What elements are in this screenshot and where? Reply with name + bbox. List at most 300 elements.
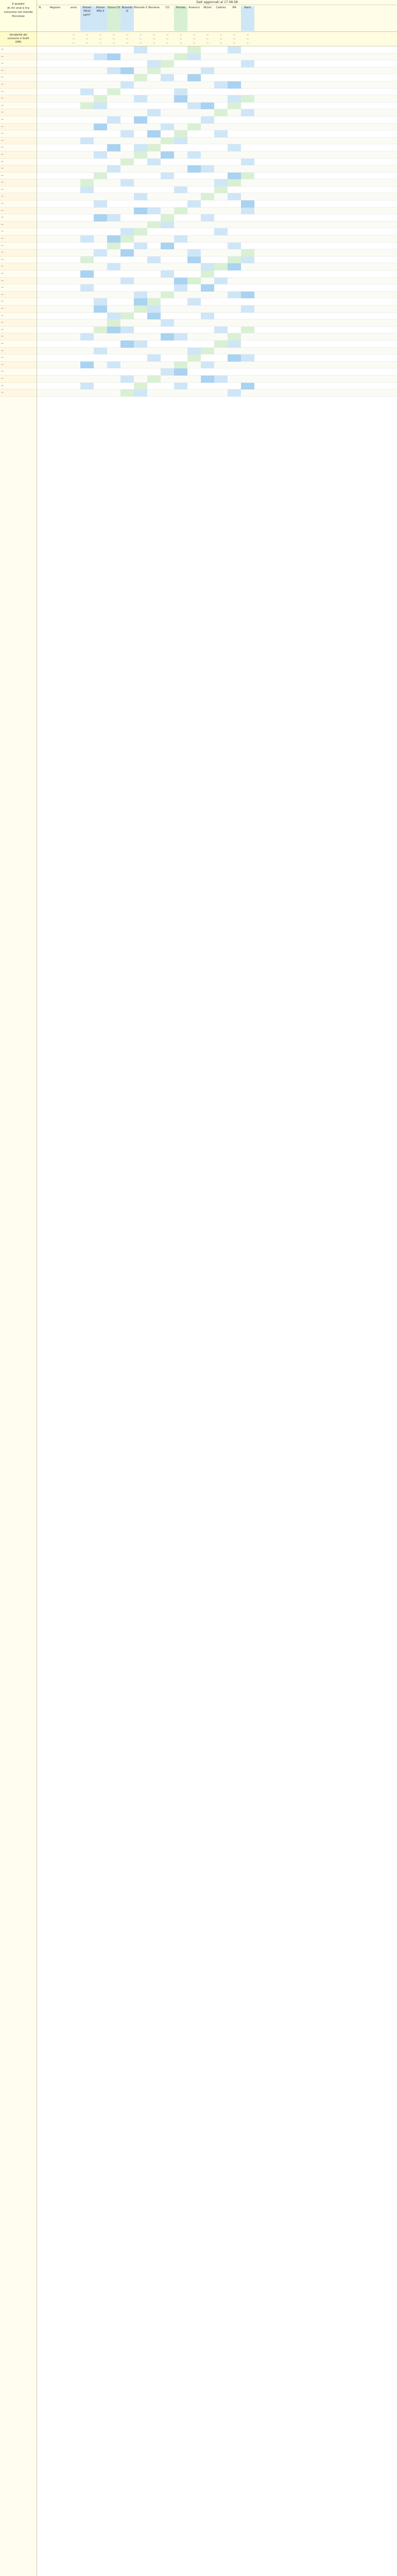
- table-cell: [80, 67, 94, 75]
- table-cell: [174, 54, 187, 61]
- table-cell: [67, 116, 80, 124]
- table-cell: [187, 151, 201, 159]
- city-label[interactable]: —: [0, 368, 37, 376]
- table-cell: [241, 228, 254, 235]
- table-cell: [67, 173, 80, 180]
- city-label[interactable]: —: [0, 348, 37, 355]
- city-label[interactable]: —: [0, 193, 37, 200]
- table-cell: [214, 348, 228, 355]
- table-cell: [201, 243, 214, 250]
- table-cell: [241, 243, 254, 250]
- city-label[interactable]: —: [0, 200, 37, 208]
- table-cell: [80, 130, 94, 138]
- table-cell: [107, 200, 120, 208]
- table-cell: [147, 81, 161, 89]
- table-cell: [161, 124, 174, 131]
- city-label[interactable]: —: [0, 222, 37, 229]
- table-cell: [94, 200, 107, 208]
- table-cell: [228, 306, 241, 313]
- table-row: [37, 151, 397, 159]
- table-cell: [187, 187, 201, 194]
- city-label[interactable]: —: [0, 319, 37, 327]
- table-cell: [94, 368, 107, 376]
- summary-cell: —: [139, 38, 142, 41]
- table-cell: [241, 284, 254, 292]
- table-cell: [187, 222, 201, 229]
- table-cell: [174, 187, 187, 194]
- table-cell: [174, 235, 187, 243]
- table-row: [37, 348, 397, 355]
- table-cell: [241, 116, 254, 124]
- table-cell: [147, 243, 161, 250]
- table-cell: [43, 383, 67, 390]
- table-cell: [147, 165, 161, 173]
- table-cell: [161, 187, 174, 194]
- table-cell: [134, 368, 147, 376]
- left-header: [0, 0, 37, 32]
- table-cell: [161, 165, 174, 173]
- table-cell: [147, 292, 161, 299]
- table-cell: [67, 362, 80, 369]
- table-cell: [80, 257, 94, 264]
- table-cell: [161, 368, 174, 376]
- table-cell: [107, 187, 120, 194]
- table-cell: [67, 89, 80, 96]
- summary-cell: —: [99, 38, 102, 41]
- city-label[interactable]: —: [0, 67, 37, 75]
- table-cell: [228, 263, 241, 270]
- table-cell: [80, 193, 94, 200]
- table-cell: [80, 319, 94, 327]
- table-cell: [187, 341, 201, 348]
- table-cell: [187, 200, 201, 208]
- city-label[interactable]: —: [0, 159, 37, 166]
- table-cell: [134, 298, 147, 306]
- table-cell: [228, 95, 241, 103]
- table-cell: [120, 116, 134, 124]
- table-cell: [107, 362, 120, 369]
- city-list: [0, 46, 37, 397]
- table-cell: [214, 193, 228, 200]
- table-cell: [37, 130, 43, 138]
- city-label[interactable]: —: [0, 124, 37, 131]
- table-cell: [187, 368, 201, 376]
- city-label[interactable]: —: [0, 208, 37, 215]
- table-cell: [94, 159, 107, 166]
- city-label[interactable]: —: [0, 89, 37, 96]
- table-cell: [201, 319, 214, 327]
- table-cell: [147, 376, 161, 383]
- table-cell: [80, 292, 94, 299]
- table-cell: [43, 165, 67, 173]
- table-row: [37, 292, 397, 299]
- left-band-line: consumo e livelli: [7, 37, 29, 40]
- table-cell: [174, 89, 187, 96]
- table-cell: [228, 187, 241, 194]
- table-cell: [228, 193, 241, 200]
- summary-cell: —: [72, 38, 75, 41]
- table-cell: [37, 354, 43, 362]
- table-cell: [37, 208, 43, 215]
- table-cell: [214, 368, 228, 376]
- table-cell: [214, 376, 228, 383]
- table-cell: [80, 179, 94, 187]
- table-cell: [161, 319, 174, 327]
- city-label[interactable]: —: [0, 298, 37, 306]
- table-cell: [37, 124, 43, 131]
- table-cell: [120, 151, 134, 159]
- table-cell: [80, 284, 94, 292]
- table-cell: [43, 306, 67, 313]
- table-cell: [201, 214, 214, 222]
- table-cell: [37, 389, 43, 397]
- table-cell: [147, 130, 161, 138]
- city-label[interactable]: —: [0, 60, 37, 67]
- table-cell: [120, 179, 134, 187]
- table-row: [37, 354, 397, 362]
- table-cell: [37, 327, 43, 334]
- table-cell: [120, 319, 134, 327]
- city-label[interactable]: —: [0, 383, 37, 390]
- table-cell: [120, 74, 134, 81]
- table-cell: [147, 228, 161, 235]
- table-cell: [241, 214, 254, 222]
- table-cell: [134, 95, 147, 103]
- table-cell: [201, 257, 214, 264]
- city-label[interactable]: —: [0, 333, 37, 341]
- city-label[interactable]: —: [0, 243, 37, 250]
- table-cell: [43, 67, 67, 75]
- table-cell: [161, 306, 174, 313]
- table-cell: [214, 270, 228, 278]
- table-cell: [80, 151, 94, 159]
- table-cell: [67, 327, 80, 334]
- table-cell: [107, 138, 120, 145]
- table-cell: [80, 249, 94, 257]
- table-cell: [134, 249, 147, 257]
- table-cell: [201, 341, 214, 348]
- table-row: [37, 249, 397, 257]
- table-cell: [228, 208, 241, 215]
- city-label[interactable]: —: [0, 144, 37, 151]
- table-cell: [67, 270, 80, 278]
- table-cell: [94, 173, 107, 180]
- summary-cell: —: [126, 34, 129, 37]
- table-cell: [214, 243, 228, 250]
- table-cell: [80, 46, 94, 54]
- city-label[interactable]: —: [0, 46, 37, 54]
- table-cell: [241, 319, 254, 327]
- city-label[interactable]: —: [0, 54, 37, 61]
- table-cell: [187, 60, 201, 67]
- city-label[interactable]: —: [0, 109, 37, 116]
- table-cell: [241, 298, 254, 306]
- table-cell: [174, 179, 187, 187]
- table-cell: [161, 95, 174, 103]
- table-cell: [187, 103, 201, 110]
- city-label[interactable]: —: [0, 103, 37, 110]
- city-label[interactable]: —: [0, 278, 37, 285]
- summary-cell: —: [85, 34, 89, 37]
- table-cell: [228, 319, 241, 327]
- table-cell: [241, 292, 254, 299]
- table-cell: [174, 228, 187, 235]
- table-cell: [107, 278, 120, 285]
- table-cell: [134, 306, 147, 313]
- table-cell: [161, 208, 174, 215]
- table-cell: [228, 284, 241, 292]
- table-cell: [161, 222, 174, 229]
- table-cell: [201, 362, 214, 369]
- table-cell: [94, 222, 107, 229]
- table-cell: [107, 235, 120, 243]
- table-cell: [37, 60, 43, 67]
- summary-cell: —: [112, 42, 115, 45]
- table-cell: [67, 319, 80, 327]
- table-cell: [43, 333, 67, 341]
- table-row: [37, 187, 397, 194]
- summary-cell: —: [112, 34, 115, 37]
- table-cell: [134, 354, 147, 362]
- table-cell: [134, 327, 147, 334]
- table-cell: [147, 60, 161, 67]
- table-cell: [187, 138, 201, 145]
- table-cell: [120, 257, 134, 264]
- table-cell: [80, 368, 94, 376]
- city-label[interactable]: —: [0, 249, 37, 257]
- table-cell: [37, 81, 43, 89]
- table-cell: [80, 313, 94, 320]
- table-row: [37, 263, 397, 270]
- city-label[interactable]: —: [0, 389, 37, 397]
- table-cell: [241, 257, 254, 264]
- table-cell: [147, 200, 161, 208]
- table-cell: [214, 151, 228, 159]
- table-row: [37, 333, 397, 341]
- table-cell: [201, 333, 214, 341]
- table-cell: [228, 109, 241, 116]
- city-label[interactable]: —: [0, 270, 37, 278]
- table-cell: [161, 173, 174, 180]
- column-headers: [37, 5, 397, 32]
- table-cell: [161, 130, 174, 138]
- table-cell: [134, 333, 147, 341]
- summary-cell: —: [179, 42, 182, 45]
- table-cell: [107, 89, 120, 96]
- city-label[interactable]: —: [0, 74, 37, 81]
- table-cell: [134, 173, 147, 180]
- table-row: [37, 319, 397, 327]
- table-cell: [201, 354, 214, 362]
- table-cell: [241, 159, 254, 166]
- table-cell: [43, 103, 67, 110]
- city-label[interactable]: —: [0, 263, 37, 270]
- table-cell: [187, 228, 201, 235]
- table-cell: [214, 319, 228, 327]
- table-cell: [67, 193, 80, 200]
- table-cell: [37, 383, 43, 390]
- table-cell: [43, 74, 67, 81]
- summary-cell: —: [233, 34, 236, 37]
- table-cell: [161, 193, 174, 200]
- table-cell: [67, 159, 80, 166]
- table-cell: [80, 228, 94, 235]
- city-label[interactable]: —: [0, 362, 37, 369]
- table-cell: [241, 235, 254, 243]
- table-cell: [161, 67, 174, 75]
- city-label[interactable]: —: [0, 173, 37, 180]
- table-cell: [187, 81, 201, 89]
- table-cell: [201, 235, 214, 243]
- table-cell: [94, 341, 107, 348]
- city-label[interactable]: —: [0, 151, 37, 159]
- table-cell: [161, 292, 174, 299]
- table-cell: [37, 319, 43, 327]
- table-cell: [187, 67, 201, 75]
- table-cell: [120, 193, 134, 200]
- city-label[interactable]: —: [0, 313, 37, 320]
- table-cell: [174, 109, 187, 116]
- table-cell: [43, 138, 67, 145]
- table-cell: [174, 313, 187, 320]
- table-cell: [201, 144, 214, 151]
- table-cell: [147, 116, 161, 124]
- table-cell: [134, 348, 147, 355]
- table-row: [37, 306, 397, 313]
- table-cell: [43, 389, 67, 397]
- table-cell: [120, 89, 134, 96]
- table-cell: [228, 341, 241, 348]
- table-cell: [120, 159, 134, 166]
- table-cell: [228, 327, 241, 334]
- table-cell: [241, 306, 254, 313]
- table-cell: [120, 333, 134, 341]
- table-cell: [94, 179, 107, 187]
- table-cell: [214, 354, 228, 362]
- table-row: [37, 228, 397, 235]
- table-cell: [37, 368, 43, 376]
- city-label[interactable]: —: [0, 257, 37, 264]
- table-cell: [187, 95, 201, 103]
- table-cell: [161, 257, 174, 264]
- table-cell: [80, 383, 94, 390]
- table-cell: [120, 362, 134, 369]
- data-rows: [37, 46, 397, 2576]
- table-cell: [147, 235, 161, 243]
- table-cell: [37, 243, 43, 250]
- table-cell: [120, 270, 134, 278]
- table-cell: [161, 243, 174, 250]
- table-cell: [134, 54, 147, 61]
- table-cell: [187, 54, 201, 61]
- table-cell: [37, 376, 43, 383]
- city-label[interactable]: —: [0, 187, 37, 194]
- city-label[interactable]: —: [0, 354, 37, 362]
- city-label[interactable]: —: [0, 341, 37, 348]
- table-cell: [94, 187, 107, 194]
- table-cell: [80, 362, 94, 369]
- column-header: IPA: [232, 6, 236, 9]
- city-label[interactable]: —: [0, 228, 37, 235]
- table-cell: [174, 46, 187, 54]
- city-label[interactable]: —: [0, 306, 37, 313]
- table-cell: [107, 263, 120, 270]
- table-cell: [161, 89, 174, 96]
- table-cell: [107, 327, 120, 334]
- table-cell: [174, 278, 187, 285]
- city-label[interactable]: —: [0, 138, 37, 145]
- table-cell: [107, 193, 120, 200]
- table-cell: [43, 187, 67, 194]
- table-cell: [187, 362, 201, 369]
- table-cell: [67, 46, 80, 54]
- table-cell: [174, 116, 187, 124]
- city-label[interactable]: —: [0, 179, 37, 187]
- city-label[interactable]: —: [0, 81, 37, 89]
- table-cell: [43, 159, 67, 166]
- table-cell: [187, 165, 201, 173]
- table-cell: [201, 187, 214, 194]
- table-cell: [241, 383, 254, 390]
- table-cell: [120, 306, 134, 313]
- table-row: [37, 89, 397, 96]
- city-label[interactable]: —: [0, 376, 37, 383]
- city-label[interactable]: —: [0, 284, 37, 292]
- table-cell: [187, 284, 201, 292]
- table-cell: [120, 81, 134, 89]
- table-cell: [147, 89, 161, 96]
- table-cell: [214, 89, 228, 96]
- table-cell: [201, 109, 214, 116]
- table-row: [37, 130, 397, 138]
- table-cell: [161, 341, 174, 348]
- table-cell: [201, 222, 214, 229]
- table-cell: [187, 144, 201, 151]
- table-row: [37, 103, 397, 110]
- city-label[interactable]: —: [0, 327, 37, 334]
- table-cell: [228, 383, 241, 390]
- table-cell: [37, 144, 43, 151]
- table-cell: [37, 348, 43, 355]
- column-header: N.: [39, 6, 42, 9]
- summary-cell: —: [193, 34, 196, 37]
- city-label[interactable]: —: [0, 214, 37, 222]
- table-cell: [80, 243, 94, 250]
- table-cell: [120, 109, 134, 116]
- table-cell: [228, 173, 241, 180]
- city-label[interactable]: —: [0, 130, 37, 138]
- city-label[interactable]: —: [0, 116, 37, 124]
- city-label[interactable]: —: [0, 235, 37, 243]
- table-cell: [174, 284, 187, 292]
- table-cell: [67, 235, 80, 243]
- table-cell: [174, 292, 187, 299]
- table-cell: [134, 46, 147, 54]
- table-cell: [107, 60, 120, 67]
- table-cell: [37, 284, 43, 292]
- city-label[interactable]: —: [0, 165, 37, 173]
- table-row: [37, 270, 397, 278]
- city-label[interactable]: —: [0, 95, 37, 103]
- city-label[interactable]: —: [0, 292, 37, 299]
- table-cell: [94, 263, 107, 270]
- table-row: [37, 341, 397, 348]
- table-cell: [201, 60, 214, 67]
- table-cell: [94, 124, 107, 131]
- table-cell: [228, 333, 241, 341]
- table-cell: [161, 144, 174, 151]
- table-cell: [241, 144, 254, 151]
